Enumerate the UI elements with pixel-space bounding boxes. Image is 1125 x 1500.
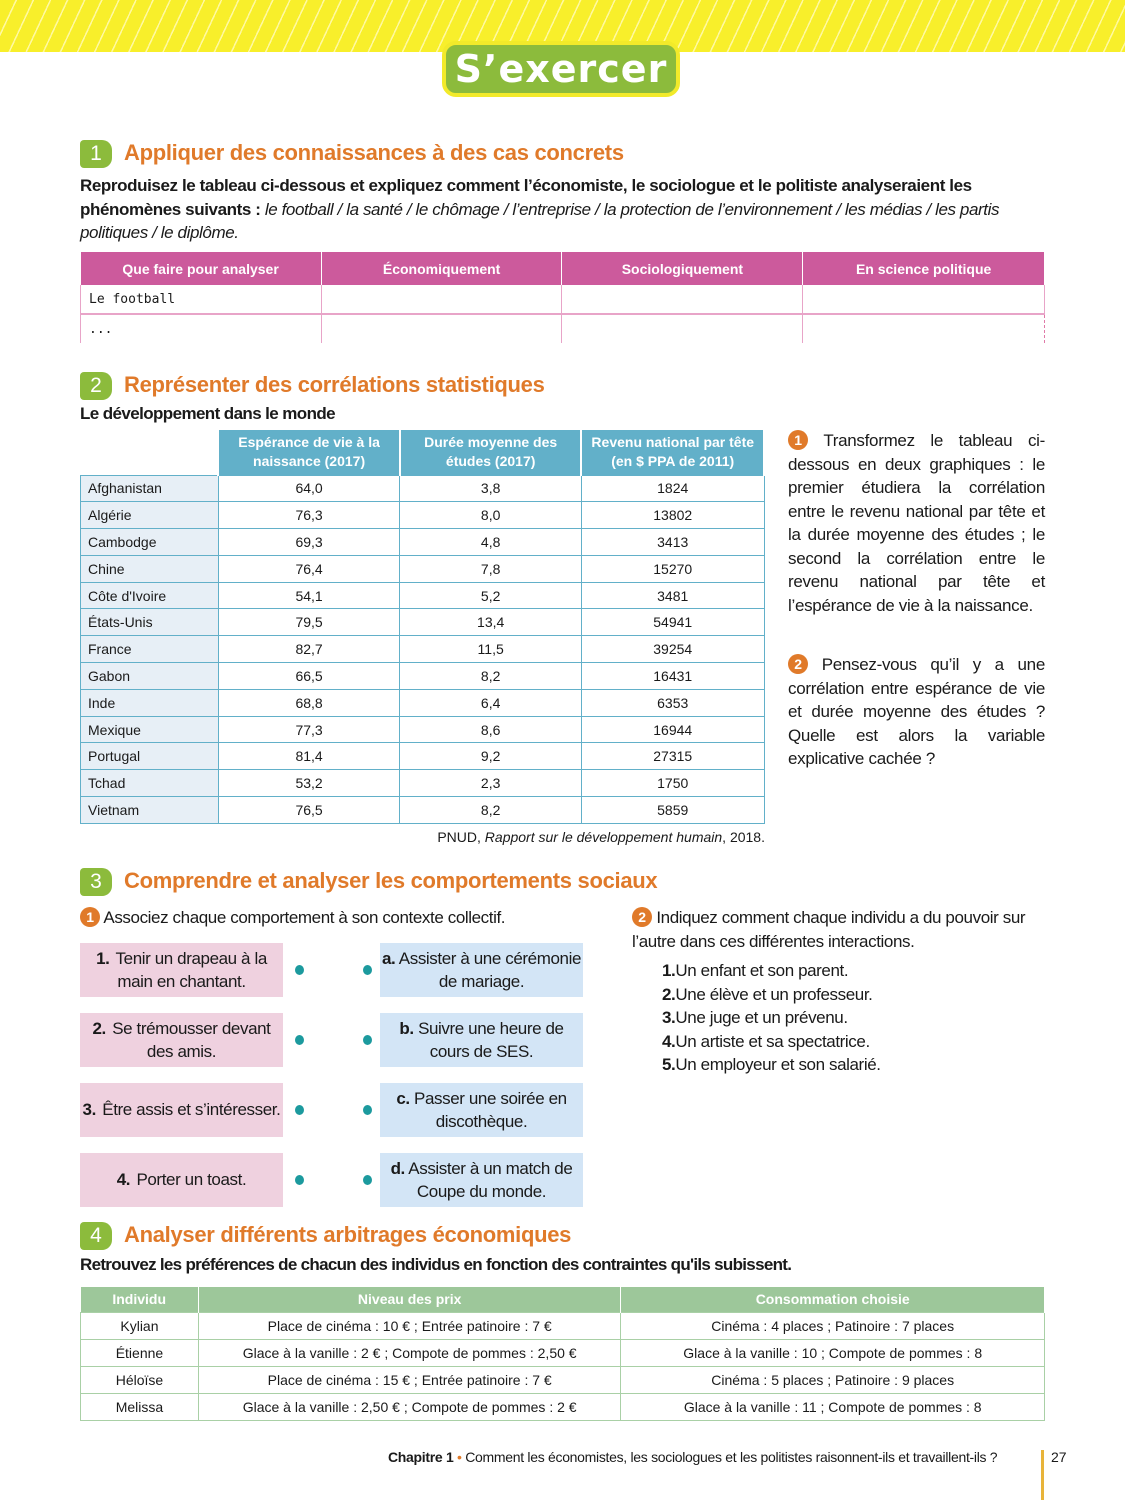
section-title: Comprendre et analyser les comportements sociaux <box>124 868 658 893</box>
item-text: Un enfant et son parent. <box>675 961 849 980</box>
table-row <box>81 636 765 663</box>
list-item <box>662 959 881 983</box>
table-cell: 8,2 <box>400 797 582 824</box>
footer-text: Comment les économistes, les sociologues et les politistes raisonnent-ils et travaillent-ils ? <box>465 1449 998 1465</box>
table-cell: 16431 <box>581 663 764 690</box>
table-cell: Glace à la vanille : 2,50 € ; Compote de pommes : 2 € <box>198 1393 621 1420</box>
table-row <box>81 502 765 529</box>
table-cell: Le football <box>81 285 322 314</box>
context-text <box>380 1017 583 1064</box>
item-text: Se trémousser devant des amis. <box>112 1018 271 1061</box>
table-cell: France <box>81 636 219 663</box>
table-cell: Côte d'Ivoire <box>81 582 219 609</box>
table-cell: 81,4 <box>218 743 400 770</box>
table-cell: Afghanistan <box>81 475 219 502</box>
table-cell: ... <box>81 314 322 343</box>
table-cell <box>321 314 562 343</box>
list-item <box>662 1006 881 1030</box>
table-cell: Cinéma : 4 places ; Patinoire : 7 places <box>621 1312 1045 1339</box>
match-dot-left[interactable] <box>295 1105 304 1115</box>
table-cell: 13802 <box>581 502 764 529</box>
table-cell: États-Unis <box>81 609 219 636</box>
table-cell: Glace à la vanille : 11 ; Compote de pommes : 8 <box>621 1393 1045 1420</box>
table-row <box>81 1312 1045 1339</box>
table-cell: 15270 <box>581 555 764 582</box>
page-number: 27 <box>1051 1449 1067 1465</box>
table-cell: Cambodge <box>81 529 219 556</box>
table-cell: Place de cinéma : 15 € ; Entrée patinoire : 7 € <box>198 1366 621 1393</box>
table-row <box>81 1339 1045 1366</box>
behavior-text <box>117 1168 247 1192</box>
match-dot-left[interactable] <box>295 1035 304 1045</box>
section-title: Représenter des corrélations statistiques <box>124 372 545 397</box>
column-header: Consommation choisie <box>621 1287 1045 1312</box>
column-header: Niveau des prix <box>198 1287 621 1312</box>
table-cell: 79,5 <box>218 609 400 636</box>
column-header: Revenu national par tête (en $ PPA de 2011) <box>581 430 764 475</box>
table-cell: Gabon <box>81 663 219 690</box>
table-cell: Cinéma : 5 places ; Patinoire : 9 places <box>621 1366 1045 1393</box>
table-cell: 3413 <box>581 529 764 556</box>
table-cell: 82,7 <box>218 636 400 663</box>
table-row <box>81 1366 1045 1393</box>
table-cell: Glace à la vanille : 2 € ; Compote de pommes : 2,50 € <box>198 1339 621 1366</box>
table-cell: 16944 <box>581 716 764 743</box>
footer-separator: • <box>453 1449 466 1465</box>
table-cell: Place de cinéma : 10 € ; Entrée patinoire : 7 € <box>198 1312 621 1339</box>
context-box <box>380 1153 583 1207</box>
exercise-number-badge: 1 <box>80 140 112 168</box>
item-text: Tenir un drapeau à la main en chantant. <box>115 948 267 991</box>
list-item <box>662 1053 881 1077</box>
table-cell <box>562 285 803 314</box>
table-cell: 66,5 <box>218 663 400 690</box>
table-cell: Tchad <box>81 770 219 797</box>
exercise-number-badge: 4 <box>80 1222 112 1250</box>
match-dot-right[interactable] <box>363 1175 372 1185</box>
table-row <box>81 689 765 716</box>
column-header <box>81 430 219 475</box>
instructions-italic: le football / la santé / le chômage / l’entreprise / la protection de l’environnement / les médias / les partis politiques / le diplôme. <box>80 199 1000 242</box>
list-item <box>662 1030 881 1054</box>
behavior-box <box>80 1083 283 1137</box>
table-row <box>81 609 765 636</box>
item-number: 2. <box>92 1018 106 1038</box>
table-cell: 7,8 <box>400 555 582 582</box>
table-cell: 8,6 <box>400 716 582 743</box>
behavior-text <box>83 1098 281 1122</box>
table-row <box>81 770 765 797</box>
table-cell: 5,2 <box>400 582 582 609</box>
table-row <box>81 797 765 824</box>
question-text: Pensez-vous qu’il y a une corrélation entre espérance de vie et durée moyenne des études ? Quelle est alors la variable explicative cachée ? <box>788 655 1045 768</box>
table-cell: Portugal <box>81 743 219 770</box>
table-cell: 1750 <box>581 770 764 797</box>
table-cell: 9,2 <box>400 743 582 770</box>
table-cell: 76,3 <box>218 502 400 529</box>
question-number-icon: 1 <box>80 907 100 927</box>
table-cell: 6,4 <box>400 689 582 716</box>
table-source <box>380 829 765 845</box>
source-title: Rapport sur le développement humain <box>484 829 723 845</box>
item-number: 1. <box>96 948 110 968</box>
question-text: Transformez le tableau ci-dessous en deux graphiques : le premier étudiera la corrélation entre le revenu national par tête et la durée moyenne des études ; le second la corrélation entre le revenu national par tête et l’espérance de vie à la naissance. <box>788 431 1045 615</box>
column-header: Sociologiquement <box>562 252 803 285</box>
question <box>788 429 1045 617</box>
table-cell: 76,4 <box>218 555 400 582</box>
item-text: Une juge et un prévenu. <box>675 1008 848 1027</box>
table-cell: 3481 <box>581 582 764 609</box>
table-cell <box>321 285 562 314</box>
table-cell: 54,1 <box>218 582 400 609</box>
table-subtitle: Le développement dans le monde <box>80 404 336 423</box>
table-cell: Algérie <box>81 502 219 529</box>
section-title: Appliquer des connaissances à des cas concrets <box>124 140 624 165</box>
item-letter: d. <box>390 1158 405 1178</box>
column-header: En science politique <box>803 252 1045 285</box>
table-cell: 13,4 <box>400 609 582 636</box>
table-cell: 1824 <box>581 475 764 502</box>
table-cell: 27315 <box>581 743 764 770</box>
footer-chapter: Chapitre 1 <box>388 1449 454 1465</box>
column-header: Que faire pour analyser <box>81 252 322 285</box>
section-title: Analyser différents arbitrages économiques <box>124 1222 572 1247</box>
table-cell: 6353 <box>581 689 764 716</box>
table-cell: 8,2 <box>400 663 582 690</box>
table-cell: 11,5 <box>400 636 582 663</box>
table-cell: Héloïse <box>81 1366 199 1393</box>
table-row <box>81 582 765 609</box>
table-cell: Kylian <box>81 1312 199 1339</box>
table-cell <box>562 314 803 343</box>
item-text: Assister à un match de Coupe du monde. <box>408 1158 573 1201</box>
item-number: 4. <box>662 1031 676 1051</box>
question-number-icon: 2 <box>788 654 808 674</box>
table-cell: 39254 <box>581 636 764 663</box>
question-number-icon: 1 <box>788 430 808 450</box>
source-author: PNUD, <box>437 829 485 845</box>
table-cell: Melissa <box>81 1393 199 1420</box>
table-cell: Étienne <box>81 1339 199 1366</box>
match-dot-right[interactable] <box>363 1035 372 1045</box>
table-cell: 4,8 <box>400 529 582 556</box>
table-row <box>81 743 765 770</box>
table-cell <box>803 314 1045 343</box>
instructions <box>80 174 1010 245</box>
behavior-text <box>80 1017 283 1064</box>
table-cell: 64,0 <box>218 475 400 502</box>
item-number: 3. <box>82 1100 96 1120</box>
instructions-bold: Reproduisez le tableau ci-dessous et expliquez comment l’économiste, le sociologue et le politiste analyseraient les phénomènes suivants : <box>80 176 972 219</box>
item-text: Un employeur et son salarié. <box>675 1055 881 1074</box>
item-text: Une élève et un professeur. <box>675 984 873 1004</box>
behavior-box <box>80 1153 283 1207</box>
table-cell: Vietnam <box>81 797 219 824</box>
table-cell: Chine <box>81 555 219 582</box>
table-row <box>81 1393 1045 1420</box>
column-header: Économiquement <box>321 252 562 285</box>
match-dot-left[interactable] <box>295 965 304 975</box>
item-number: 3. <box>662 1008 676 1027</box>
context-text <box>380 947 583 994</box>
item-number: 4. <box>116 1170 131 1190</box>
table-cell: Glace à la vanille : 10 ; Compote de pommes : 8 <box>621 1339 1045 1366</box>
table-cell: 54941 <box>581 609 764 636</box>
question <box>632 906 1052 953</box>
development-table <box>80 430 765 824</box>
exercise-number-badge: 3 <box>80 868 112 896</box>
table-cell: 5859 <box>581 797 764 824</box>
match-dot-left[interactable] <box>295 1175 304 1185</box>
preferences-table <box>80 1287 1045 1421</box>
column-header: Espérance de vie à la naissance (2017) <box>218 430 400 475</box>
match-dot-right[interactable] <box>363 1105 372 1115</box>
context-box <box>380 1083 583 1137</box>
table-cell: 68,8 <box>218 689 400 716</box>
table-row <box>81 663 765 690</box>
list-item <box>662 983 881 1007</box>
table-cell: 77,3 <box>218 716 400 743</box>
table-cell: Inde <box>81 689 219 716</box>
footer-divider <box>1041 1450 1044 1500</box>
behavior-box <box>80 943 283 997</box>
table-row <box>81 475 765 502</box>
table-row <box>81 314 1045 343</box>
item-number: 2. <box>662 984 676 1004</box>
item-text: Être assis et s’intéresser. <box>102 1100 281 1120</box>
table-cell: 76,5 <box>218 797 400 824</box>
table-cell: 53,2 <box>218 770 400 797</box>
item-letter: a. <box>382 948 396 968</box>
table-row <box>81 555 765 582</box>
page-title: S’exercer <box>442 41 680 97</box>
question <box>80 906 505 930</box>
item-text: Assister à une cérémonie de mariage. <box>398 948 581 991</box>
behavior-box <box>80 1013 283 1067</box>
context-box <box>380 1013 583 1067</box>
item-text: Un artiste et sa spectatrice. <box>675 1031 870 1051</box>
table-subtitle: Retrouvez les préférences de chacun des individus en fonction des contraintes qu'ils subissent. <box>80 1255 792 1274</box>
table-cell: 8,0 <box>400 502 582 529</box>
context-box <box>380 943 583 997</box>
column-header: Durée moyenne des études (2017) <box>400 430 582 475</box>
table-cell: 69,3 <box>218 529 400 556</box>
question-text: Associez chaque comportement à son contexte collectif. <box>103 908 506 927</box>
item-letter: b. <box>399 1018 414 1038</box>
column-header: Individu <box>81 1287 199 1312</box>
item-text: Passer une soirée en discothèque. <box>414 1088 567 1131</box>
source-year: , 2018. <box>722 829 765 845</box>
footer <box>388 1449 997 1465</box>
table-cell: 3,8 <box>400 475 582 502</box>
question <box>788 653 1045 771</box>
exercise-number-badge: 2 <box>80 372 112 400</box>
question-number-icon: 2 <box>632 907 652 927</box>
item-letter: c. <box>396 1088 410 1108</box>
item-text: Porter un toast. <box>136 1170 247 1190</box>
table-cell: Mexique <box>81 716 219 743</box>
item-number: 5. <box>662 1055 676 1074</box>
item-text: Suivre une heure de cours de SES. <box>418 1018 564 1061</box>
table-row <box>81 716 765 743</box>
table-row <box>81 285 1045 314</box>
table-cell: 2,3 <box>400 770 582 797</box>
question-text: Indiquez comment chaque individu a du pouvoir sur l’autre dans ces différentes interactions. <box>632 908 1026 951</box>
interaction-list <box>662 959 881 1077</box>
behavior-text <box>80 947 283 994</box>
match-dot-right[interactable] <box>363 965 372 975</box>
analysis-table <box>80 252 1045 343</box>
item-number: 1. <box>662 961 676 980</box>
table-row <box>81 529 765 556</box>
context-text <box>380 1157 583 1204</box>
context-text <box>380 1087 583 1134</box>
table-cell <box>803 285 1045 314</box>
